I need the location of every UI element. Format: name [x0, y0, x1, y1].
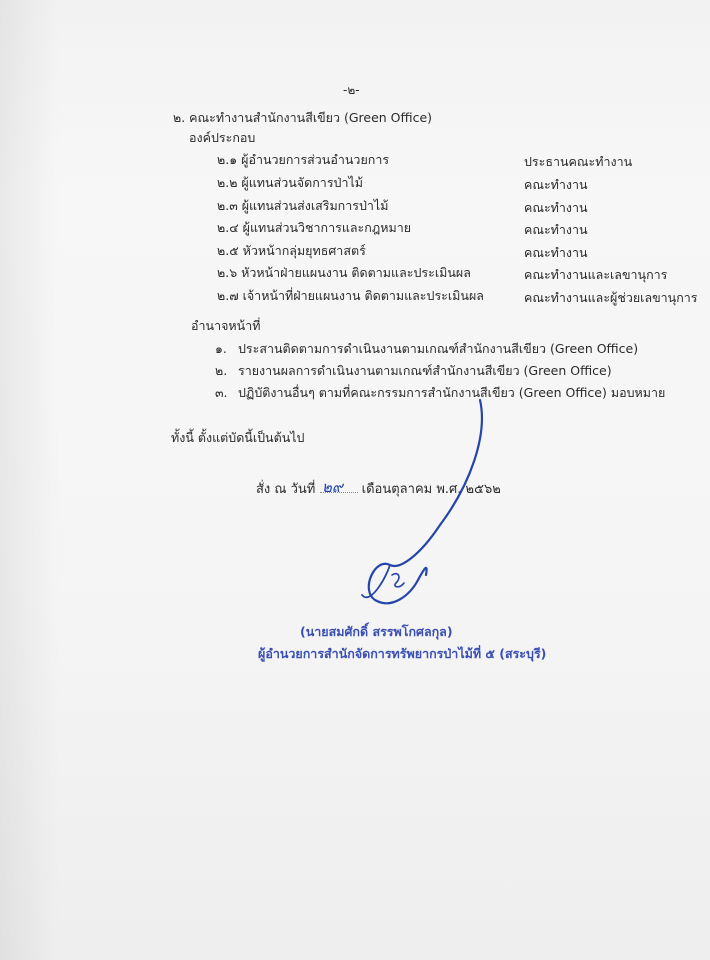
member-label: ๒.๑ ผู้อำนวยการส่วนอำนวยการ: [217, 152, 390, 167]
member-role: ประธานคณะทำงาน: [524, 154, 633, 169]
member-label: ๒.๒ ผู้แทนส่วนจัดการป่าไม้: [217, 175, 364, 190]
member-role: คณะทำงาน: [524, 245, 588, 260]
handwritten-signature: [330, 395, 500, 615]
duty-text: ปฏิบัติงานอื่นๆ ตามที่คณะกรรมการสำนักงานสีเขียว (Green Office) มอบหมาย: [238, 385, 666, 400]
duties-heading: อำนาจหน้าที่: [191, 318, 261, 333]
member-role: คณะทำงาน: [524, 222, 588, 237]
member-label: ๒.๔ ผู้แทนส่วนวิชาการและกฎหมาย: [217, 220, 412, 235]
page-shadow: [0, 0, 60, 960]
page-number: -๒-: [343, 83, 360, 97]
order-date-prefix: สั่ง ณ วันที่: [256, 482, 316, 497]
signer-name: (นายสมศักดิ์ สรรพโกศลกุล): [300, 624, 453, 639]
duty-number: ๒.: [215, 363, 228, 378]
member-role: คณะทำงานและผู้ช่วยเลขานุการ: [524, 290, 698, 305]
member-label: ๒.๖ หัวหน้าฝ่ายแผนงาน ติดตามและประเมินผล: [217, 265, 471, 280]
duty-text: ประสานติดตามการดำเนินงานตามเกณฑ์สำนักงานสีเขียว (Green Office): [238, 341, 639, 356]
signer-position: ผู้อำนวยการสำนักจัดการทรัพยากรป่าไม้ที่ ๕ (สระบุรี): [258, 646, 547, 661]
duty-number: ๑.: [215, 341, 227, 356]
handwritten-day: ๒๙: [322, 478, 343, 496]
member-role: คณะทำงาน: [524, 177, 588, 192]
composition-heading: องค์ประกอบ: [189, 130, 256, 145]
member-label: ๒.๓ ผู้แทนส่วนส่งเสริมการป่าไม้: [217, 198, 389, 213]
effective-statement: ทั้งนี้ ตั้งแต่บัดนี้เป็นต้นไป: [171, 430, 305, 445]
section-heading: ๒. คณะทำงานสำนักงานสีเขียว (Green Office): [173, 110, 433, 125]
member-role: คณะทำงานและเลขานุการ: [524, 267, 668, 282]
member-label: ๒.๕ หัวหน้ากลุ่มยุทธศาสตร์: [217, 243, 366, 258]
duty-number: ๓.: [215, 385, 228, 400]
member-label: ๒.๗ เจ้าหน้าที่ฝ่ายแผนงาน ติดตามและประเมินผล: [217, 288, 484, 303]
order-date-suffix: เดือนตุลาคม พ.ศ. ๒๕๖๒: [361, 482, 501, 497]
member-role: คณะทำงาน: [524, 200, 588, 215]
duty-text: รายงานผลการดำเนินงานตามเกณฑ์สำนักงานสีเขียว (Green Office): [238, 363, 612, 378]
